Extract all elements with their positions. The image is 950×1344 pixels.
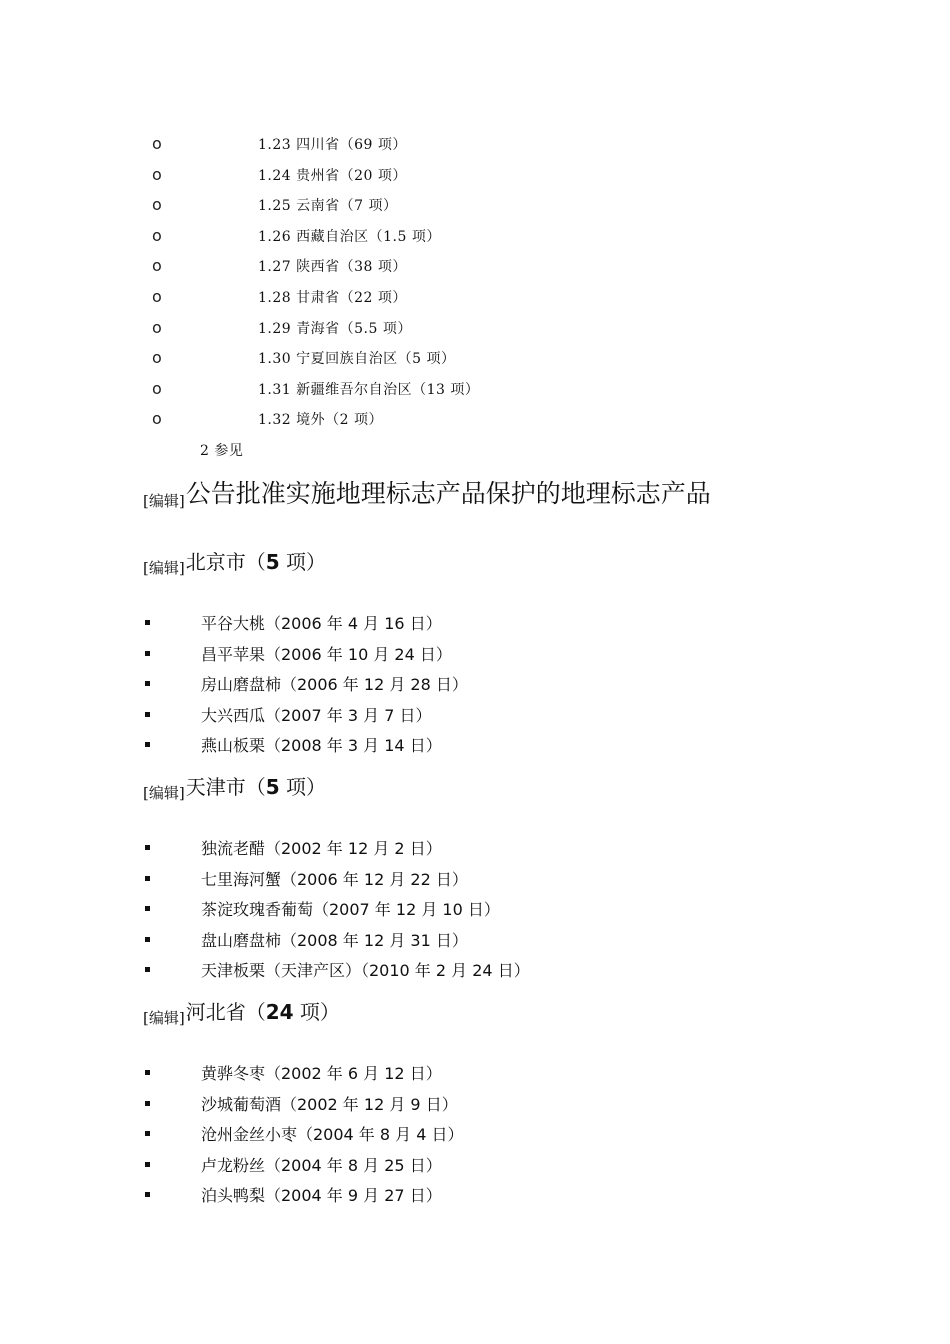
list-item-text: 七里海河蟹（2006 年 12 月 22 日） [201, 869, 468, 889]
list-item [0, 1150, 950, 1181]
list-item [0, 1089, 950, 1120]
list-item [0, 730, 950, 761]
list-item-text: 燕山板栗（2008 年 3 月 14 日） [201, 736, 442, 755]
list-item [0, 1119, 950, 1150]
bullet-icon [145, 1192, 150, 1197]
toc-bullet-icon: o [152, 286, 162, 306]
list-item-text: 茶淀玫瑰香葡萄（2007 年 12 月 10 日） [201, 900, 500, 919]
toc-bullet-icon: o [152, 348, 162, 368]
list-item [0, 608, 950, 639]
toc-item-link[interactable]: 1.26 西藏自治区（1.5 项） [258, 228, 441, 245]
toc-item[interactable] [0, 161, 950, 192]
bullet-icon [145, 620, 150, 625]
toc-see-also[interactable] [0, 436, 950, 466]
product-list [0, 1058, 950, 1211]
bullet-icon [145, 742, 150, 747]
toc-item[interactable] [0, 130, 950, 161]
toc-item-link[interactable]: 1.24 贵州省（20 项） [258, 167, 407, 184]
toc-item-link[interactable]: 1.31 新疆维吾尔自治区（13 项） [258, 381, 480, 398]
list-item [0, 955, 950, 986]
bullet-icon [145, 1131, 150, 1136]
list-item-text: 独流老醋（2002 年 12 月 2 日） [201, 839, 442, 858]
list-item [0, 669, 950, 700]
toc-item[interactable] [0, 222, 950, 253]
section-count: 24 [265, 1000, 294, 1024]
bullet-icon [145, 1101, 150, 1106]
section-name: 河北省（ [185, 1000, 266, 1024]
list-item [0, 864, 950, 895]
section-name: 天津市（ [185, 775, 266, 799]
list-item-text: 大兴西瓜（2007 年 3 月 7 日） [201, 705, 432, 725]
section-suffix: 项） [279, 775, 326, 799]
toc-bullet-icon: o [152, 378, 162, 398]
bullet-icon [145, 1162, 150, 1167]
toc-bullet-icon: o [152, 256, 162, 276]
section-heading [143, 771, 326, 803]
bullet-icon [145, 651, 150, 656]
toc-item[interactable] [0, 405, 950, 436]
list-item [0, 925, 950, 956]
bullet-icon [145, 876, 150, 881]
edit-link[interactable]: [编辑] [143, 1009, 185, 1027]
toc-bullet-icon: o [152, 409, 162, 429]
list-item-text: 卢龙粉丝（2004 年 8 月 25 日） [201, 1155, 442, 1175]
list-item [0, 639, 950, 670]
bullet-icon [145, 906, 150, 911]
bullet-icon [145, 967, 150, 972]
table-of-contents [0, 130, 950, 466]
toc-item[interactable] [0, 252, 950, 283]
toc-bullet-icon: o [152, 195, 162, 215]
section-suffix: 项） [293, 1000, 340, 1024]
toc-item-link[interactable]: 1.30 宁夏回族自治区（5 项） [258, 351, 456, 368]
toc-see-also-link[interactable]: 2 参见 [200, 442, 244, 459]
list-item [0, 700, 950, 731]
list-item-text: 平谷大桃（2006 年 4 月 16 日） [201, 614, 442, 633]
section-heading [143, 996, 340, 1028]
section-count: 5 [265, 775, 280, 799]
list-item-text: 盘山磨盘柿（2008 年 12 月 31 日） [201, 930, 468, 950]
toc-item[interactable] [0, 375, 950, 406]
list-item [0, 1180, 950, 1211]
edit-link[interactable]: [编辑] [143, 492, 185, 510]
toc-item-link[interactable]: 1.23 四川省（69 项） [258, 137, 407, 153]
section-suffix: 项） [279, 550, 326, 574]
toc-item-link[interactable]: 1.28 甘肃省（22 项） [258, 289, 407, 306]
bullet-icon [145, 937, 150, 942]
toc-bullet-icon: o [152, 134, 162, 153]
bullet-icon [145, 712, 150, 717]
toc-bullet-icon: o [152, 225, 162, 245]
list-item-text: 房山磨盘柿（2006 年 12 月 28 日） [201, 675, 468, 694]
edit-link[interactable]: [编辑] [143, 559, 185, 577]
list-item [0, 894, 950, 925]
section-name: 北京市（ [185, 550, 266, 574]
list-item [0, 833, 950, 864]
toc-item-link[interactable]: 1.27 陕西省（38 项） [258, 259, 407, 276]
bullet-icon [145, 1070, 150, 1075]
list-item-text: 沙城葡萄酒（2002 年 12 月 9 日） [201, 1094, 458, 1114]
product-list [0, 608, 950, 761]
list-item-text: 沧州金丝小枣（2004 年 8 月 4 日） [201, 1125, 464, 1144]
product-list [0, 833, 950, 986]
main-heading-text: 公告批准实施地理标志产品保护的地理标志产品 [185, 479, 711, 508]
list-item-text: 黄骅冬枣（2002 年 6 月 12 日） [201, 1064, 442, 1083]
toc-item-link[interactable]: 1.29 青海省（5.5 项） [258, 320, 412, 337]
toc-bullet-icon: o [152, 317, 162, 337]
list-item-text: 昌平苹果（2006 年 10 月 24 日） [201, 644, 452, 664]
toc-item[interactable] [0, 191, 950, 222]
list-item [0, 1058, 950, 1089]
list-item-text: 天津板栗（天津产区）（2010 年 2 月 24 日） [201, 961, 530, 980]
list-item-text: 泊头鸭梨（2004 年 9 月 27 日） [201, 1186, 442, 1205]
main-heading [143, 474, 711, 511]
bullet-icon [145, 845, 150, 850]
section-heading [143, 546, 326, 578]
section-count: 5 [265, 550, 280, 574]
toc-item[interactable] [0, 314, 950, 345]
bullet-icon [145, 681, 150, 686]
toc-bullet-icon: o [152, 164, 162, 184]
toc-item-link[interactable]: 1.25 云南省（7 项） [258, 198, 398, 215]
toc-item[interactable] [0, 344, 950, 375]
toc-item[interactable] [0, 283, 950, 314]
toc-item-link[interactable]: 1.32 境外（2 项） [258, 412, 383, 429]
edit-link[interactable]: [编辑] [143, 784, 185, 802]
